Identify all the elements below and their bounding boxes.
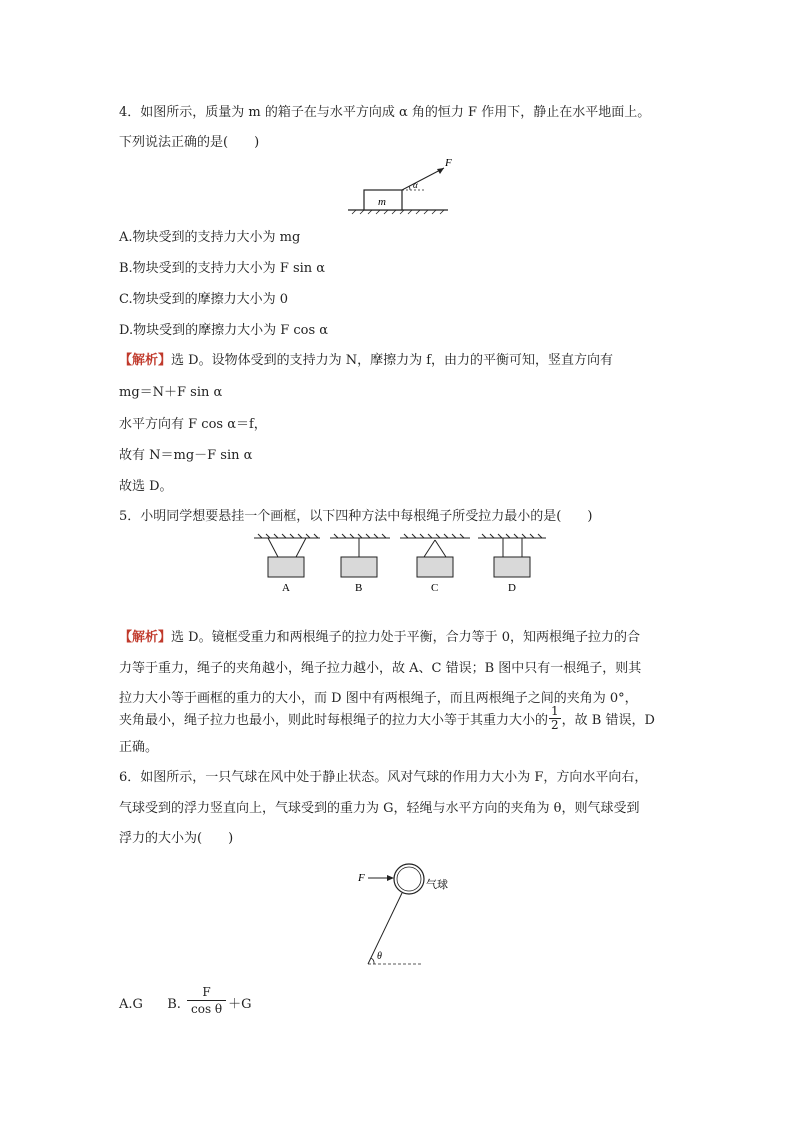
q5-analysis-line4-end: ，故 B 错误，D: [561, 713, 655, 728]
frame-c: [417, 557, 453, 577]
q5-figure: [250, 532, 550, 596]
ropes-d: [503, 538, 522, 557]
rope: [368, 893, 402, 964]
q6-option-b-fraction: [187, 984, 226, 1017]
q5-analysis-line4-text: 夹角最小，绳子拉力也最小，则此时每根绳子的拉力大小等于其重力大小的: [119, 713, 549, 728]
q4-analysis-text: 选 D。设物体受到的支持力为 N，摩擦力为 f，由力的平衡可知，竖直方向有: [171, 353, 614, 368]
q4-analysis-line1: [119, 352, 613, 370]
q6-stem-line2: 气球受到的浮力竖直向上，气球受到的重力为 G，轻绳与水平方向的夹角为 θ，则气球受到: [119, 801, 640, 816]
ceiling-b: [330, 534, 390, 538]
balloon-label: 气球: [426, 879, 448, 891]
q4-option-a: A.物块受到的支持力大小为 mg: [119, 230, 301, 245]
ceiling-d: [478, 534, 546, 538]
label-b: B: [355, 582, 363, 594]
wind-force-arrowhead: [387, 875, 394, 881]
q4-stem-line1: 4．如图所示，质量为 m 的箱子在与水平方向成 α 角的恒力 F 作用下，静止在水平地面上。: [119, 105, 651, 120]
angle-arc: [409, 186, 410, 190]
q6-option-a: A.G: [119, 997, 143, 1012]
fraction-num: 1: [551, 704, 559, 718]
q6-option-b-prefix: B.: [167, 997, 181, 1012]
q4-analysis-line5: 故选 D。: [119, 479, 173, 494]
balloon-outer: [394, 864, 424, 894]
ground-hatching: [352, 210, 444, 214]
label-c: C: [431, 582, 439, 594]
force-label: F: [445, 157, 452, 169]
q6-figure: [352, 858, 462, 972]
fraction-half: [549, 705, 561, 732]
q6-stem-line3: 浮力的大小为( ): [119, 831, 234, 846]
ropes-c: [424, 540, 446, 557]
q6-fraction-num: F: [187, 984, 226, 1001]
q5-analysis-text: 选 D。镜框受重力和两根绳子的拉力处于平衡，合力等于 0，知两根绳子拉力的合: [171, 630, 640, 645]
analysis-tag: 【解析】: [119, 353, 172, 368]
wind-force-label: F: [358, 872, 365, 884]
q4-stem-line2: 下列说法正确的是( ): [119, 135, 260, 150]
frame-a: [268, 557, 304, 577]
q4-analysis-line4: 故有 N＝mg－F sin α: [119, 448, 253, 463]
q5-analysis-line5: 正确。: [119, 740, 159, 755]
q4-option-d: D.物块受到的摩擦力大小为 F cos α: [119, 323, 329, 338]
q6-stem-line1: 6．如图所示，一只气球在风中处于静止状态。风对气球的作用力大小为 F，方向水平向右，: [119, 770, 648, 785]
force-arrow: [402, 168, 444, 190]
q4-analysis-line3: 水平方向有 F cos α＝f，: [119, 417, 267, 432]
label-a: A: [282, 582, 290, 594]
box-label: m: [378, 196, 386, 208]
q6-fraction-den: cos θ: [191, 1002, 223, 1016]
q5-stem: 5．小明同学想要悬挂一个画框，以下四种方法中每根绳子所受拉力最小的是( ): [119, 509, 593, 524]
fraction-den: 2: [551, 718, 559, 732]
q6-option-b-suffix: ＋G: [228, 997, 252, 1012]
q5-analysis-line4: [119, 705, 655, 745]
analysis-tag: 【解析】: [119, 630, 172, 645]
q5-analysis-line2: 力等于重力，绳子的夹角越小，绳子拉力越小，故 A、C 错误；B 图中只有一根绳子，则其: [119, 661, 642, 676]
q4-option-b: B.物块受到的支持力大小为 F sin α: [119, 261, 326, 276]
label-d: D: [508, 582, 516, 594]
angle-label: α: [413, 180, 418, 190]
ropes-a: [268, 538, 306, 557]
angle-arc: [371, 958, 374, 964]
frame-b: [341, 557, 377, 577]
q4-option-c: C.物块受到的摩擦力大小为 0: [119, 292, 289, 307]
angle-label: θ: [377, 951, 382, 962]
q4-analysis-line2: mg＝N＋F sin α: [119, 385, 223, 400]
q6-options: [119, 984, 252, 1024]
q5-analysis-line3: 拉力大小等于画框的重力的大小，而 D 图中有两根绳子，而且两根绳子之间的夹角为 0°，: [119, 691, 638, 706]
frame-d: [494, 557, 530, 577]
ceiling-a: [254, 534, 320, 538]
q4-figure: [344, 156, 464, 216]
ceiling-c: [400, 534, 470, 538]
q5-analysis-line1: [119, 629, 640, 647]
